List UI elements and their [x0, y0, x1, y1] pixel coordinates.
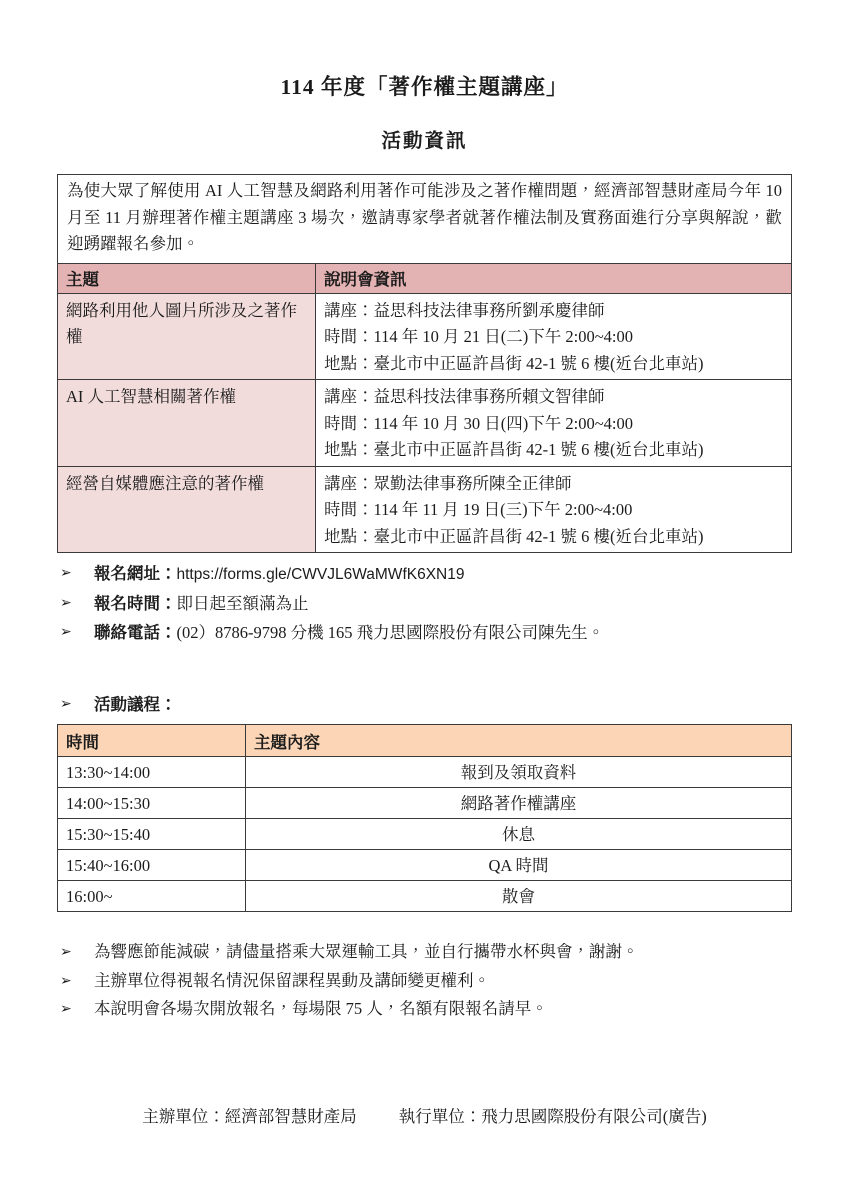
agenda-heading: 活動議程：: [94, 695, 177, 714]
notes-list: [60, 938, 792, 1024]
session-time: 時間：114 年 10 月 30 日(四)下午 2:00~4:00: [324, 413, 633, 433]
arrowhead-bullet-icon: ➢: [60, 944, 72, 960]
note-text: 本說明會各場次開放報名，每場限 75 人，名額有限報名請早。: [94, 999, 548, 1018]
agenda-content: QA 時間: [246, 850, 792, 881]
agenda-content: 休息: [246, 819, 792, 850]
executor-credit: 執行單位：飛力思國際股份有限公司(廣告): [398, 1107, 707, 1126]
agenda-header-time: 時間: [58, 725, 246, 757]
agenda-time: 14:00~15:30: [58, 788, 246, 819]
registration-period-line: [94, 589, 309, 618]
document-content: [57, 174, 792, 1024]
agenda-row: [58, 788, 792, 819]
list-item-contact-phone: [60, 618, 792, 647]
contact-phone-line: [94, 618, 604, 647]
arrowhead-bullet-icon: ➢: [60, 624, 72, 640]
registration-url-line: [94, 559, 464, 589]
session-lecturer: 講座：益思科技法律事務所賴文智律師: [324, 387, 605, 406]
intro-row: [58, 175, 792, 264]
note-text: 主辦單位得視報名情況保留課程異動及講師變更權利。: [94, 970, 490, 990]
agenda-time: 13:30~14:00: [58, 757, 246, 788]
registration-url-label: 報名網址：: [94, 564, 177, 583]
arrowhead-bullet-icon: ➢: [60, 565, 72, 581]
sessions-header-topic: 主題: [58, 263, 316, 293]
agenda-content: 網路著作權講座: [246, 788, 792, 819]
session-details: [316, 466, 792, 553]
page-subtitle: 活動資訊: [381, 131, 468, 152]
session-topic: 網路利用他人圖片所涉及之著作權: [58, 293, 316, 380]
agenda-time: 16:00~: [58, 881, 246, 912]
arrowhead-bullet-icon: ➢: [60, 972, 72, 989]
agenda-heading-item: [60, 690, 792, 719]
page-title: 114 年度「著作權主題講座」: [280, 75, 569, 99]
organizer-credit: 主辦單位：經濟部智慧財產局: [142, 1107, 357, 1126]
registration-period-value: 即日起至額滿為止: [176, 594, 309, 613]
agenda-row: [58, 850, 792, 881]
contact-phone-label: 聯絡電話：: [94, 623, 177, 642]
session-topic: AI 人工智慧相關著作權: [58, 380, 316, 467]
intro-paragraph: 為使大眾了解使用 AI 人工智慧及網路利用著作可能涉及之著作權問題，經濟部智慧財產局今年 10 月至 11 月辦理著作權主題講座 3 場次，邀請專家學者就著作權法制及實務面進行分享與解說，歡迎踴躍報名參加。: [58, 175, 792, 264]
session-row: [58, 380, 792, 467]
note-text: 為響應節能減碳，請儘量搭乘大眾運輸工具，並自行攜帶水杯與會，謝謝。: [94, 942, 639, 961]
document-footer: [0, 1103, 849, 1127]
registration-period-label: 報名時間：: [94, 594, 177, 613]
agenda-header-content: 主題內容: [246, 725, 792, 757]
arrowhead-bullet-icon: ➢: [60, 595, 72, 611]
agenda-row: [58, 757, 792, 788]
session-lecturer: 講座：益思科技法律事務所劉承慶律師: [324, 300, 605, 320]
agenda-row: [58, 819, 792, 850]
session-details: [316, 380, 792, 467]
session-location: 地點：臺北市中正區許昌街 42-1 號 6 樓(近台北車站): [324, 526, 704, 546]
agenda-content: 報到及領取資料: [246, 757, 792, 788]
session-row: [58, 293, 792, 380]
session-row: [58, 466, 792, 553]
sessions-table: [57, 174, 792, 553]
session-topic: 經營自媒體應注意的著作權: [58, 466, 316, 553]
session-location: 地點：臺北市中正區許昌街 42-1 號 6 樓(近台北車站): [324, 353, 704, 373]
agenda-heading-block: [60, 690, 792, 719]
agenda-time: 15:40~16:00: [58, 850, 246, 881]
session-details: [316, 293, 792, 380]
agenda-table: [57, 724, 792, 912]
session-time: 時間：114 年 10 月 21 日(二)下午 2:00~4:00: [324, 327, 633, 346]
registration-url-link[interactable]: https://forms.gle/CWVJL6WaMWfK6XN19: [176, 566, 465, 583]
list-item-note: [60, 938, 792, 967]
contact-phone-value: (02）8786-9798 分機 165 飛力思國際股份有限公司陳先生。: [176, 623, 605, 642]
session-time: 時間：114 年 11 月 19 日(三)下午 2:00~4:00: [324, 500, 633, 519]
registration-list: [60, 559, 792, 647]
agenda-time: 15:30~15:40: [58, 819, 246, 850]
arrowhead-bullet-icon: ➢: [60, 696, 72, 712]
sessions-header-row: [58, 263, 792, 293]
arrowhead-bullet-icon: ➢: [60, 1001, 72, 1017]
list-item-registration-period: [60, 589, 792, 618]
sessions-header-info: 說明會資訊: [316, 263, 792, 293]
session-lecturer: 講座：眾勤法律事務所陳全正律師: [324, 473, 572, 493]
list-item-note: [60, 995, 792, 1024]
agenda-content: 散會: [246, 881, 792, 912]
list-item-note: [60, 967, 792, 996]
agenda-header-row: [58, 725, 792, 757]
agenda-row: [58, 881, 792, 912]
list-item-registration-url: [60, 559, 792, 589]
session-location: 地點：臺北市中正區許昌街 42-1 號 6 樓(近台北車站): [324, 440, 704, 459]
